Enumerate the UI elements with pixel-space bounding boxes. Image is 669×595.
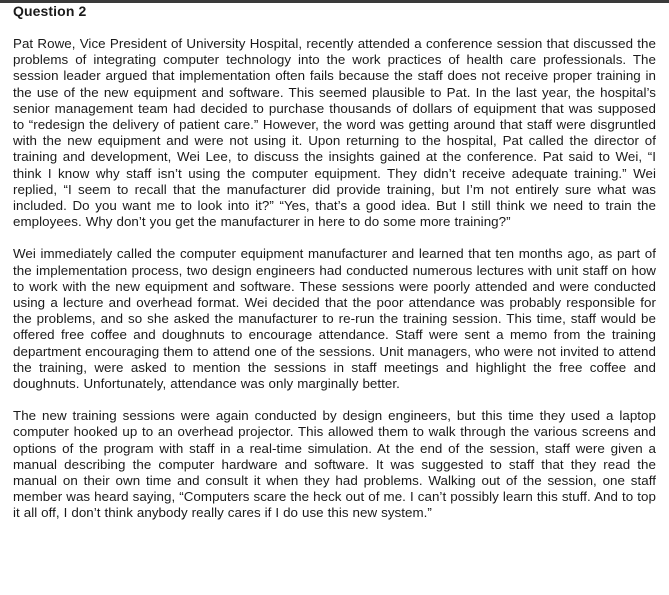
paragraph-2: Wei immediately called the computer equipment manufacturer and learned that ten months ago, as part of the implementation process, two design engineers had conducted numerous lectures with unit staff on how to work with the new equipment and software. These sessions were poorly attended and were conducted using a lecture and overhead format. Wei decided that the poor attendance was probably responsible for the problems, and so she asked the manufacturer to re-run the training session. This time, staff would be offered free coffee and doughnuts to encourage attendance. Staff were sent a memo from the training department encouraging them to attend one of the sessions. Unit managers, who were not invited to attend the training, were asked to mention the sessions in staff meetings and highlight the free coffee and doughnuts. Unfortunately, attendance was only marginally better. — [13, 246, 656, 392]
paragraph-3: The new training sessions were again conducted by design engineers, but this time they used a laptop computer hooked up to an overhead projector. This allowed them to walk through the various screens and options of the program with staff in a real-time simulation. At the end of the session, staff were given a manual describing the computer hardware and software. It was suggested to staff that they read the manual on their own time and consult it when they had problems. Walking out of the session, one staff member was heard saying, “Computers scare the heck out of me. I can’t possibly learn this stuff. And to top it all off, I don’t think anybody really cares if I do use this new system.” — [13, 408, 656, 521]
paragraph-1: Pat Rowe, Vice President of University Hospital, recently attended a conference session that discussed the problems of integrating computer technology into the work practices of health care professionals. The session leader argued that implementation often fails because the staff does not receive proper training in the use of the new equipment and software. This seemed plausible to Pat. In the last year, the hospital’s senior management team had decided to purchase thousands of dollars of equipment that was supposed to “redesign the delivery of patient care.” However, the word was getting around that staff were disgruntled with the new equipment and were not using it. Upon returning to the hospital, Pat called the director of training and development, Wei Lee, to discuss the insights gained at the conference. Pat said to Wei, “I think I know why staff isn’t using the computer equipment. They didn’t receive adequate training.” Wei replied, “I seem to recall that the manufacturer did provide training, but I’m not entirely sure what was included. Do you want me to look into it?” “Yes, that’s a good idea. But I still think we need to train the employees. Why don’t you get the manufacturer in here to do some more training?” — [13, 36, 656, 230]
document-page — [13, 3, 656, 522]
question-heading: Question 2 — [13, 3, 87, 19]
